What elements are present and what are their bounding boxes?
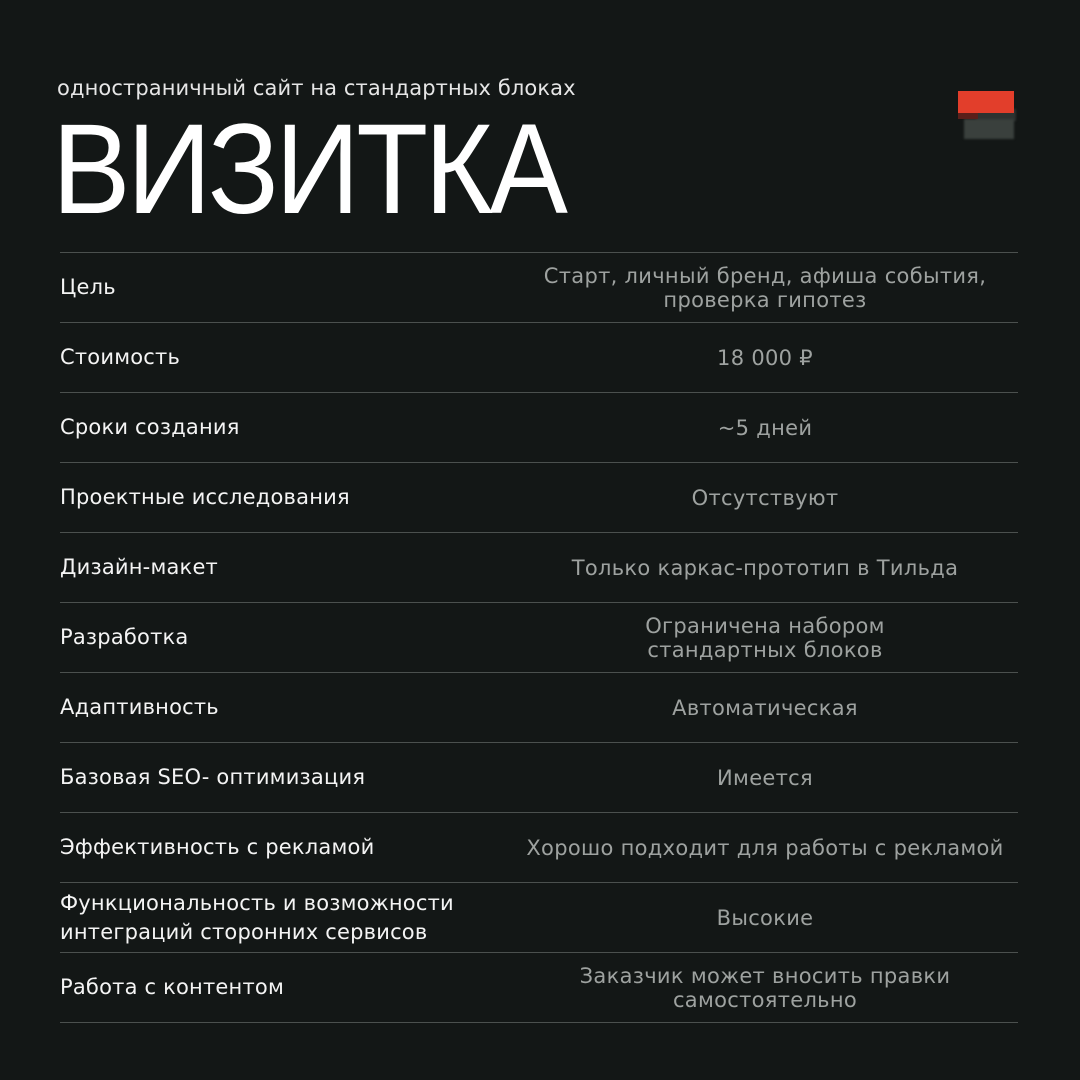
row-value: Ограничена набором стандартных блоков — [645, 613, 885, 662]
row-label: Работа с контентом — [60, 975, 284, 999]
row-label: Проектные исследования — [60, 485, 350, 509]
table-row — [60, 812, 1018, 882]
table-row — [60, 392, 1018, 462]
row-label: Стоимость — [60, 345, 181, 369]
row-label: Адаптивность — [60, 695, 219, 719]
row-value: Автоматическая — [672, 695, 858, 720]
row-value: Хорошо подходит для работы с рекламой — [526, 835, 1004, 860]
page-subtitle: одностраничный сайт на стандартных блоках — [57, 76, 576, 100]
row-value: Заказчик может вносить правки самостоятельно — [579, 963, 951, 1012]
row-value: Только каркас-прототип в Тильда — [571, 555, 959, 580]
row-label: Эффективность с рекламой — [60, 835, 375, 859]
table-row — [60, 252, 1018, 322]
brand-logo-icon — [958, 91, 1016, 149]
table-row — [60, 462, 1018, 532]
table-row — [60, 882, 1018, 952]
table-row — [60, 742, 1018, 812]
row-value: 18 000 ₽ — [717, 345, 813, 370]
row-value: ~5 дней — [717, 415, 813, 440]
row-label: Дизайн-макет — [60, 555, 218, 579]
row-label: Сроки создания — [60, 415, 240, 439]
table-row — [60, 672, 1018, 742]
row-label: Цель — [60, 275, 116, 299]
table-row — [60, 602, 1018, 672]
table-row — [60, 322, 1018, 392]
features-table — [60, 252, 1018, 1023]
row-value: Имеется — [717, 765, 813, 790]
row-value: Высокие — [716, 905, 814, 930]
row-label: Базовая SEO- оптимизация — [60, 765, 366, 789]
row-label: Функциональность и возможности интеграций сторонних сервисов — [60, 890, 454, 944]
row-value: Старт, личный бренд, афиша события, проверка гипотез — [543, 263, 987, 312]
row-value: Отсутствуют — [691, 485, 839, 510]
table-row — [60, 952, 1018, 1023]
table-row — [60, 532, 1018, 602]
row-label: Разработка — [60, 625, 189, 649]
page-title: ВИЗИТКА — [52, 98, 565, 241]
